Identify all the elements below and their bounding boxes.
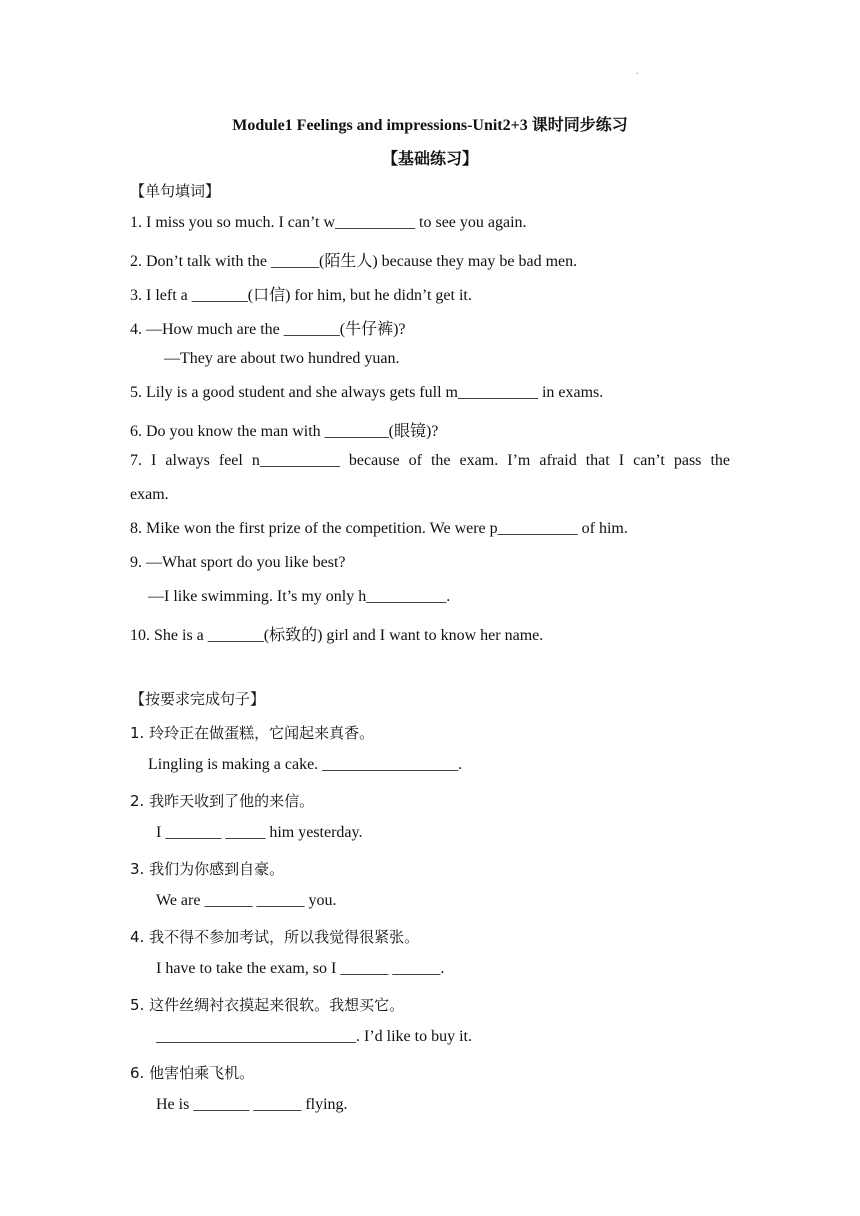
question-5: 5. Lily is a good student and she always gets full m__________ in exams.	[130, 384, 604, 401]
sentence-task-4-answer: I have to take the exam, so I ______ ______.	[156, 960, 445, 977]
question-9: 9. —What sport do you like best?	[130, 554, 346, 571]
question-10: 10. She is a _______(标致的) girl and I want to know her name.	[130, 627, 544, 644]
question-3: 3. I left a _______(口信) for him, but he didn’t get it.	[130, 287, 472, 304]
question-8: 8. Mike won the first prize of the competition. We were p__________ of him.	[130, 520, 628, 537]
question-1: 1. I miss you so much. I can’t w__________ to see you again.	[130, 214, 527, 231]
page-subtitle: 【基础练习】	[381, 151, 478, 168]
section2-heading: 【按要求完成句子】	[130, 690, 266, 708]
sentence-task-4-prompt: 4. 我不得不参加考试，所以我觉得很紧张。	[130, 928, 420, 946]
sentence-task-1-prompt: 1. 玲玲正在做蛋糕，它闻起来真香。	[130, 724, 375, 742]
sentence-task-2-prompt: 2. 我昨天收到了他的来信。	[130, 792, 315, 810]
question-4-answer: —They are about two hundred yuan.	[164, 350, 400, 367]
page-title: Module1 Feelings and impressions-Unit2+3 课时同步练习	[232, 117, 628, 134]
sentence-task-6-answer: He is _______ ______ flying.	[156, 1096, 348, 1113]
sentence-task-3-answer: We are ______ ______ you.	[156, 892, 337, 909]
sentence-task-3-prompt: 3. 我们为你感到自豪。	[130, 860, 285, 878]
question-7: 7. I always feel n__________ because of the exam. I’m afraid that I can’t pass the	[130, 452, 730, 469]
question-2: 2. Don’t talk with the ______(陌生人) because they may be bad men.	[130, 253, 578, 270]
question-6: 6. Do you know the man with ________(眼镜)?	[130, 423, 439, 440]
question-9-answer: —I like swimming. It’s my only h__________.	[148, 588, 451, 605]
question-7-continued: exam.	[130, 486, 169, 503]
corner-mark: .	[636, 66, 639, 77]
sentence-task-6-prompt: 6. 他害怕乘飞机。	[130, 1064, 255, 1082]
sentence-task-1-answer: Lingling is making a cake. _________________.	[148, 756, 463, 773]
sentence-task-2-answer: I _______ _____ him yesterday.	[156, 824, 363, 841]
question-4: 4. —How much are the _______(牛仔裤)?	[130, 321, 406, 338]
sentence-task-5-prompt: 5. 这件丝绸衬衣摸起来很软。我想买它。	[130, 996, 405, 1014]
sentence-task-5-answer: _________________________. I’d like to buy it.	[156, 1028, 472, 1045]
section1-heading: 【单句填词】	[130, 182, 221, 200]
